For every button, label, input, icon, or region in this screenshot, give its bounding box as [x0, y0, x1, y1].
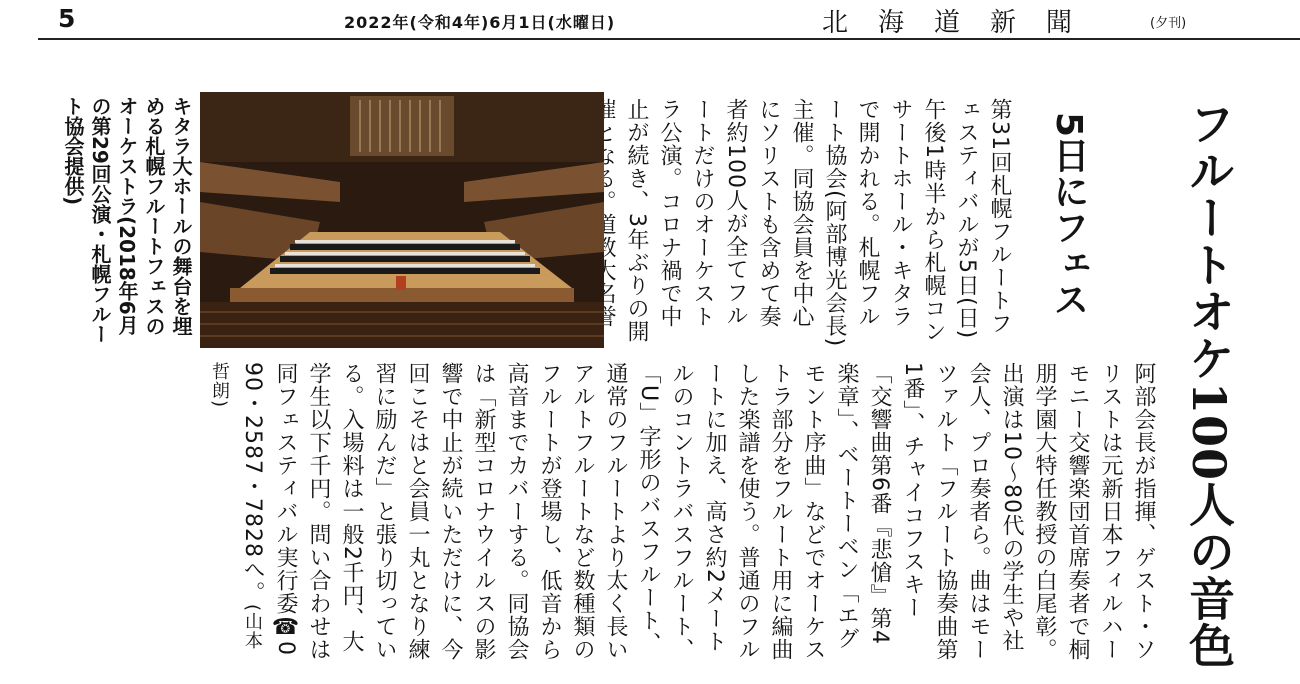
header-rule — [38, 38, 1300, 40]
orchestra-photo — [200, 92, 604, 348]
article-byline: (山本哲朗) — [209, 362, 263, 651]
page-number: 5 — [58, 4, 76, 33]
article-headline: フルートオケ100人の音色 — [1182, 100, 1236, 670]
article-body-main — [148, 362, 1160, 662]
concert-hall-illustration — [200, 92, 604, 348]
newspaper-name: 北海道新聞 — [822, 8, 1103, 38]
article-body-text: 阿部会長が指揮、ゲスト・ソリストは元新日本フィルハーモニー交響楽団首席奏者で桐朋学園大特任教授の白尾彰。出演は10～80代の学生や社会人、プロ奏者ら。曲はモーツァルト「フルート協奏曲第1番」、チャイコフスキー「交響曲第6番『悲愴』第4楽章」、ベートーベン「エグモント序曲」などでオーケストラ部分をフルート用に編曲した楽譜を使う。普通のフルートに加え、高さ約2メートルのコントラバスフルート、「U」字形のバスフルート、通常のフルートより太く長いアルトフルートなど数種類のフルートが登場し、低音から高音までカバーする。同協会は「新型コロナウイルスの影響で中止が続いただけに、今回こそはと会員一丸となり練習に励んだ」と張り切っている。入場料は一般2千円、大学生以下千円。問い合わせは同フェスティバル実行委☎090・2587・7828へ。 — [240, 362, 1156, 661]
edition-label: (夕刊) — [1150, 16, 1187, 31]
issue-date: 2022年(令和4年)6月1日(水曜日) — [344, 13, 616, 32]
photo-caption: キタラ大ホールの舞台を埋める札幌フルートフェスのオーケストラ(2018年6月の第29回公演・札幌フルート協会提供) — [61, 96, 193, 344]
article-body-lead: 第31回札幌フルートフェスティバルが5日(日)午後1時半から札幌コンサートホール・キタラで開かれる。札幌フルート協会(阿部博光会長)主催。同協会員を中心にソリストも含めて奏者約100人が全てフルートだけのオーケストラ公演。コロナ禍で中止が続き、3年ぶりの開 — [624, 98, 1012, 348]
article-subheadline: 5日にフェス — [1048, 112, 1089, 318]
